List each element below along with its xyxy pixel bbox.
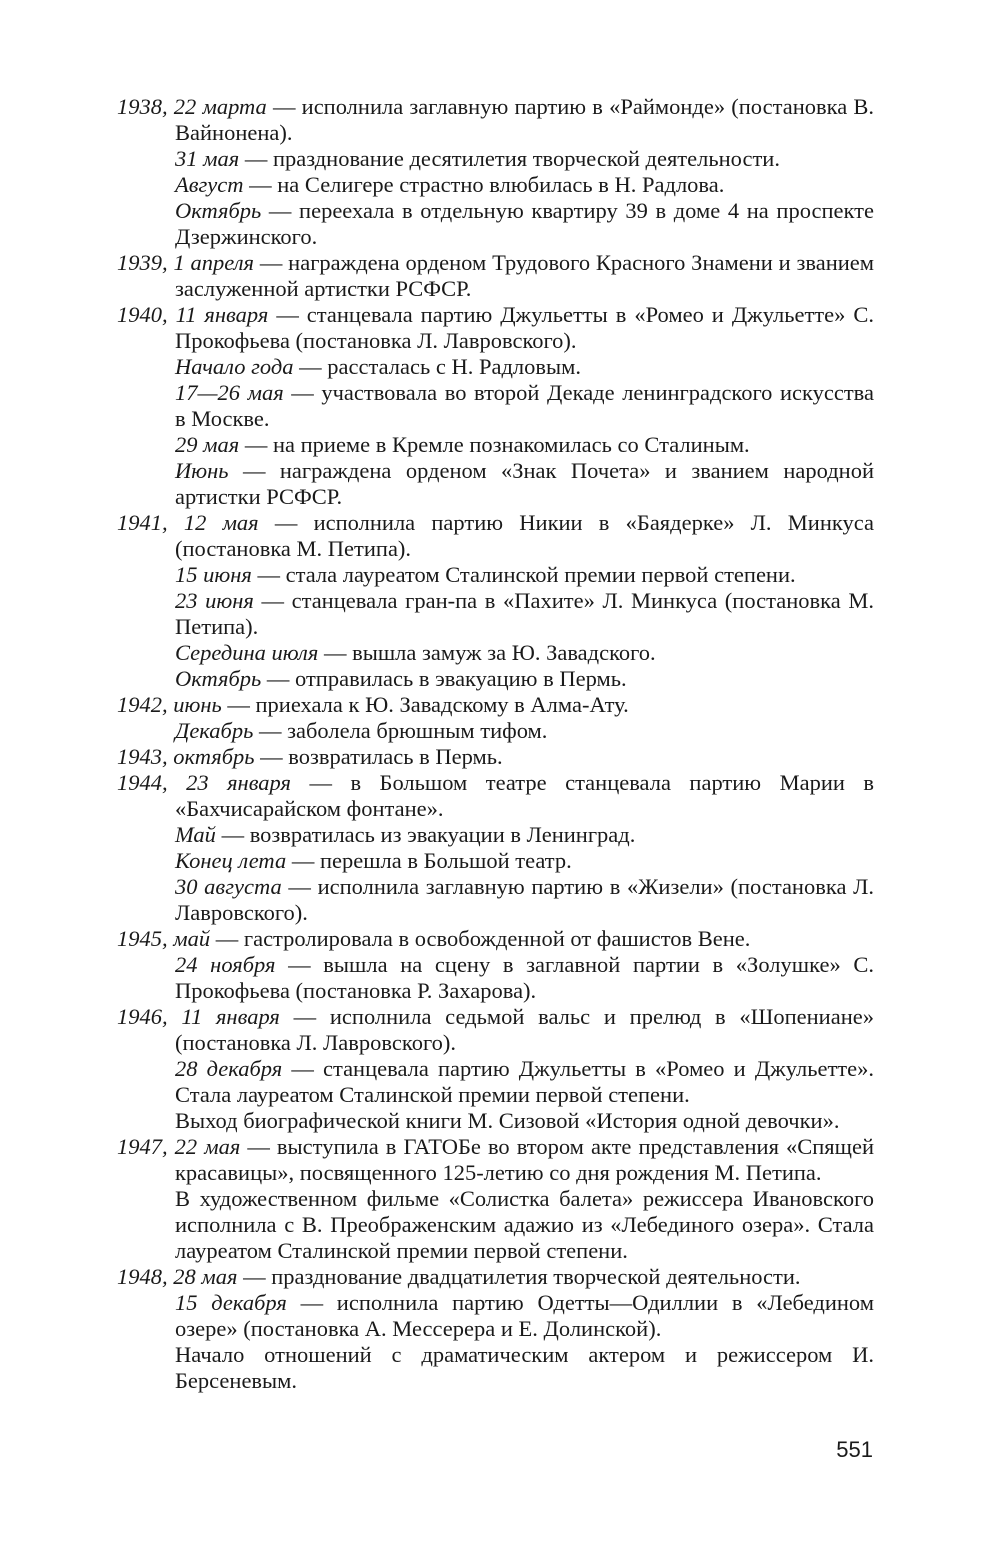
- entry-year-date: 1946, 11 января: [117, 1004, 280, 1029]
- entry-text: — выступила в ГАТОБе во втором акте представления «Спящей красавицы», посвященного 125-летию со дня рождения М. Петипа.: [175, 1134, 874, 1185]
- sub-text: — на приеме в Кремле познакомилась со Сталиным.: [239, 432, 750, 457]
- entry-text: — исполнила заглавную партию в «Раймонде» (постановка В. Вайнонена).: [175, 94, 874, 145]
- entry-text: — в Большом театре станцевала партию Марии в «Бахчисарайском фонтане».: [175, 770, 874, 821]
- sub-date: Середина июля: [175, 640, 319, 665]
- sub-text: — празднование десятилетия творческой деятельности.: [239, 146, 780, 171]
- sub-date: 17—26 мая: [175, 380, 284, 405]
- sub-text: — перешла в Большой театр.: [286, 848, 572, 873]
- sub-text: — исполнила партию Одетты—Одиллии в «Лебедином озере» (постановка А. Мессерера и Е. Долинской).: [175, 1290, 874, 1341]
- entry-sub-line: [117, 562, 874, 588]
- sub-date: Август: [175, 172, 244, 197]
- entry-main-line: [117, 1004, 874, 1056]
- chronology-entry: [117, 926, 874, 1004]
- sub-date: 15 декабря: [175, 1290, 287, 1315]
- sub-date: 23 июня: [175, 588, 254, 613]
- chronology-entry: [117, 1264, 874, 1394]
- entry-year-date: 1944, 23 января: [117, 770, 291, 795]
- entry-text: — награждена орденом Трудового Красного Знамени и званием заслуженной артистки РСФСР.: [175, 250, 875, 301]
- entry-main-line: [117, 770, 874, 822]
- page-number: 551: [836, 1437, 873, 1462]
- entry-sub-line: [117, 1108, 874, 1134]
- entry-year-date: 1945, май: [117, 926, 211, 951]
- sub-text: — отправилась в эвакуацию в Пермь.: [261, 666, 627, 691]
- entry-sub-line: [117, 458, 874, 510]
- chronology-entry: [117, 510, 874, 692]
- entry-sub-line: [117, 822, 874, 848]
- sub-text: — рассталась с Н. Радловым.: [293, 354, 581, 379]
- sub-date: Декабрь: [175, 718, 254, 743]
- sub-text: — станцевала партию Джульетты в «Ромео и Джульетте». Стала лауреатом Сталинской премии первой степени.: [175, 1056, 874, 1107]
- entry-year-date: 1943, октябрь: [117, 744, 255, 769]
- entry-text: — празднование двадцатилетия творческой деятельности.: [237, 1264, 801, 1289]
- sub-date: 29 мая: [175, 432, 240, 457]
- sub-text: — на Селигере страстно влюбилась в Н. Радлова.: [243, 172, 725, 197]
- sub-text: Выход биографической книги М. Сизовой «История одной девочки».: [175, 1108, 840, 1133]
- sub-date: 15 июня: [175, 562, 252, 587]
- entry-sub-line: [117, 588, 874, 640]
- entry-main-line: [117, 744, 874, 770]
- sub-date: 24 ноября: [175, 952, 276, 977]
- entry-main-line: [117, 692, 874, 718]
- sub-date: Октябрь: [175, 198, 262, 223]
- chronology-entry: [117, 692, 874, 744]
- entry-year-date: 1939, 1 апреля: [117, 250, 254, 275]
- entry-main-line: [117, 1134, 874, 1186]
- entry-year-date: 1948, 28 мая: [117, 1264, 238, 1289]
- entry-sub-line: [117, 172, 874, 198]
- entry-sub-line: [117, 380, 874, 432]
- entry-sub-line: [117, 640, 874, 666]
- chronology-entry: [117, 250, 874, 302]
- sub-date: Начало года: [175, 354, 294, 379]
- entry-text: — гастролировала в освобожденной от фашистов Вене.: [210, 926, 751, 951]
- chronology-entry: [117, 302, 874, 510]
- sub-date: Июнь: [175, 458, 229, 483]
- sub-text: — исполнила заглавную партию в «Жизели» (постановка Л. Лавровского).: [175, 874, 874, 925]
- entry-sub-line: [117, 354, 874, 380]
- sub-text: — возвратилась из эвакуации в Ленинград.: [215, 822, 636, 847]
- sub-text: — награждена орденом «Знак Почета» и званием народной артистки РСФСР.: [175, 458, 874, 509]
- sub-text: — вышла замуж за Ю. Завадского.: [318, 640, 656, 665]
- entry-sub-line: [117, 198, 874, 250]
- entry-sub-line: [117, 1056, 874, 1108]
- sub-date: Май: [175, 822, 216, 847]
- chronology-entry: [117, 1134, 874, 1264]
- chronology-entry: [117, 770, 874, 926]
- entry-main-line: [117, 250, 874, 302]
- chronology-entry: [117, 744, 874, 770]
- entry-main-line: [117, 94, 874, 146]
- sub-text: В художественном фильме «Солистка балета» режиссера Ивановского исполнила с В. Преображенским адажио из «Лебединого озера». Стала лауреатом Сталинской премии первой степени.: [175, 1186, 874, 1263]
- entry-year-date: 1938, 22 марта: [117, 94, 267, 119]
- entry-sub-line: [117, 146, 874, 172]
- chronology-page: [117, 94, 874, 1394]
- entry-main-line: [117, 926, 874, 952]
- entry-text: — исполнила седьмой вальс и прелюд в «Шопениане» (постановка Л. Лавровского).: [175, 1004, 874, 1055]
- sub-text: — станцевала гран-па в «Пахите» Л. Минкуса (постановка М. Петипа).: [175, 588, 874, 639]
- entry-sub-line: [117, 666, 874, 692]
- entry-main-line: [117, 1264, 874, 1290]
- sub-text: — стала лауреатом Сталинской премии первой степени.: [251, 562, 796, 587]
- entry-sub-line: [117, 432, 874, 458]
- sub-date: 30 августа: [175, 874, 282, 899]
- entry-text: — приехала к Ю. Завадскому в Алма-Ату.: [221, 692, 629, 717]
- entry-sub-line: [117, 718, 874, 744]
- entry-sub-line: [117, 1342, 874, 1394]
- entry-main-line: [117, 510, 874, 562]
- entry-sub-line: [117, 874, 874, 926]
- sub-date: 28 декабря: [175, 1056, 283, 1081]
- entry-sub-line: [117, 848, 874, 874]
- entry-main-line: [117, 302, 874, 354]
- entry-text: — станцевала партию Джульетты в «Ромео и Джульетте» С. Прокофьева (постановка Л. Лавровского).: [175, 302, 874, 353]
- entry-sub-line: [117, 1186, 874, 1264]
- entry-year-date: 1940, 11 января: [117, 302, 269, 327]
- entry-year-date: 1947, 22 мая: [117, 1134, 241, 1159]
- entry-year-date: 1942, июнь: [117, 692, 222, 717]
- sub-text: — заболела брюшным тифом.: [253, 718, 548, 743]
- chronology-entry: [117, 1004, 874, 1134]
- sub-text: Начало отношений с драматическим актером и режиссером И. Берсеневым.: [175, 1342, 874, 1393]
- sub-text: — вышла на сцену в заглавной партии в «Золушке» С. Прокофьева (постановка Р. Захарова).: [175, 952, 874, 1003]
- chronology-entry: [117, 94, 874, 250]
- entry-text: — возвратилась в Пермь.: [254, 744, 503, 769]
- entry-text: — исполнила партию Никии в «Баядерке» Л. Минкуса (постановка М. Петипа).: [175, 510, 874, 561]
- entry-year-date: 1941, 12 мая: [117, 510, 259, 535]
- sub-text: — участвовала во второй Декаде ленинградского искусства в Москве.: [175, 380, 874, 431]
- sub-date: 31 мая: [175, 146, 240, 171]
- sub-text: — переехала в отдельную квартиру 39 в доме 4 на проспекте Дзержинского.: [175, 198, 874, 249]
- sub-date: Конец лета: [175, 848, 287, 873]
- sub-date: Октябрь: [175, 666, 262, 691]
- entry-sub-line: [117, 952, 874, 1004]
- entry-sub-line: [117, 1290, 874, 1342]
